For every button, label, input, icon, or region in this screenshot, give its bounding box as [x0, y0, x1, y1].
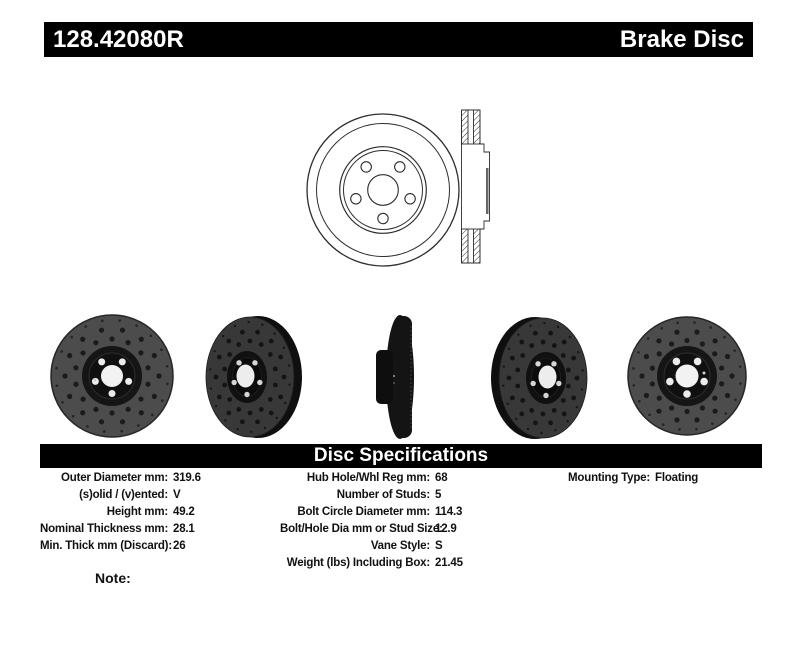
spec-label: Weight (lbs) Including Box : — [280, 555, 430, 572]
spec-column-middle — [280, 470, 463, 572]
spec-label: Outer Diameter mm : — [40, 470, 168, 487]
technical-drawing — [295, 100, 500, 275]
center-bore — [539, 366, 557, 389]
spec-row — [40, 470, 201, 487]
spec-value: 114.3 — [435, 506, 463, 518]
spec-value: 5 — [435, 489, 442, 501]
spec-label: Number of Studs : — [280, 487, 430, 504]
alignment-hole — [703, 372, 706, 375]
header-bar — [44, 22, 753, 57]
spec-value: 319.6 — [173, 472, 201, 484]
photo-front-left — [50, 314, 174, 438]
stud-holes-drawing — [351, 162, 416, 224]
spec-value: V — [173, 489, 181, 501]
spec-header-bar — [40, 444, 762, 468]
spec-row — [40, 521, 201, 538]
spec-row — [280, 521, 463, 538]
hub-hat — [376, 350, 393, 404]
spec-label: (s)olid / (v)ented : — [40, 487, 168, 504]
photo-front-right — [627, 316, 747, 436]
photo-angled-left — [203, 314, 303, 440]
spec-row — [40, 504, 201, 521]
spec-row — [40, 538, 201, 555]
highlight — [393, 375, 395, 377]
photo-side-view — [370, 312, 418, 442]
spec-column-right — [560, 470, 698, 487]
spec-value: 26 — [173, 540, 186, 552]
front-view-drawing — [307, 114, 459, 266]
center-bore-drawing — [368, 175, 399, 206]
spec-row — [280, 538, 463, 555]
spec-row — [40, 487, 201, 504]
spec-value: 68 — [435, 472, 448, 484]
spec-column-left — [40, 470, 201, 555]
spec-value: Floating — [655, 472, 699, 484]
center-bore — [101, 365, 123, 387]
spec-row — [560, 470, 698, 487]
part-number: 128.42080R — [53, 25, 184, 53]
spec-label: Height mm : — [40, 504, 168, 521]
hat-shading — [486, 168, 489, 214]
spec-label: Min. Thick mm (Discard) : — [40, 538, 168, 555]
alignment-hole — [94, 378, 97, 381]
spec-row — [280, 555, 463, 572]
spec-value: 28.1 — [173, 523, 195, 535]
spec-value: 21.45 — [435, 557, 463, 569]
spec-label: Hub Hole/Whl Reg mm : — [280, 470, 430, 487]
spec-label: Vane Style : — [280, 538, 430, 555]
spec-label: Mounting Type : — [560, 470, 650, 487]
spec-label: Bolt Circle Diameter mm : — [280, 504, 430, 521]
highlight — [393, 382, 395, 384]
spec-row — [280, 470, 463, 487]
center-bore — [237, 365, 255, 388]
center-bore — [676, 365, 699, 388]
cross-section-drawing — [462, 110, 490, 263]
spec-value: S — [435, 540, 443, 552]
spec-row — [280, 504, 463, 521]
spec-label: Nominal Thickness mm : — [40, 521, 168, 538]
note-label: Note: — [95, 570, 131, 586]
spec-value: 12.9 — [435, 523, 457, 535]
product-type-title: Brake Disc — [619, 25, 744, 53]
spec-value: 49.2 — [173, 506, 195, 518]
spec-row — [280, 487, 463, 504]
spec-header-title: Disc Specifications — [313, 445, 489, 466]
photo-angled-right — [490, 315, 590, 441]
spec-label: Bolt/Hole Dia mm or Stud Size : — [280, 521, 430, 538]
